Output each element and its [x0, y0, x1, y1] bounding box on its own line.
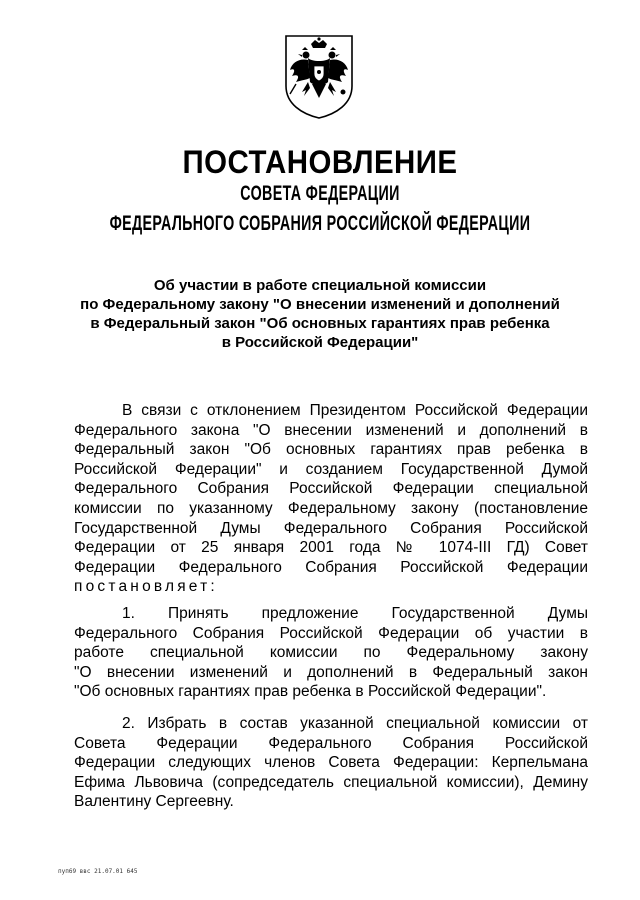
- text-line: комиссии по указанному Федеральному закону (постановление: [74, 499, 588, 517]
- text-line: Федерального закона "О внесении изменений и дополнений в: [74, 421, 588, 439]
- preamble-paragraph: [74, 401, 588, 597]
- text-line: 1. Принять предложение Государственной Думы: [122, 605, 588, 622]
- text-line: Совета Федерации Федерального Собрания Российской: [74, 734, 588, 752]
- text-line: работе специальной комиссии по Федеральному закону: [74, 644, 588, 662]
- subject-line: в Федеральный закон "Об основных гарантиях прав ребенка: [90, 315, 550, 332]
- item-1-paragraph: [74, 604, 588, 702]
- document-footer-code: пуп69 ввс 21.07.01 645: [58, 868, 138, 875]
- text-line: Федеральный закон "Об основных гарантиях прав ребенка в: [74, 441, 588, 459]
- text-line: "О внесении изменений и дополнений в Федеральный закон: [74, 663, 588, 681]
- text-line: Ефима Львовича (сопредседатель специальной комиссии), Демину: [74, 773, 588, 791]
- text-line: "Об основных гарантиях прав ребенка в Российской Федерации".: [74, 683, 547, 701]
- coat-of-arms-icon: [280, 32, 358, 120]
- issuer-line-1: СОВЕТА ФЕДЕРАЦИИ: [240, 182, 400, 205]
- text-line: Федерального Собрания Российской Федерации об участии в: [74, 624, 588, 642]
- subject-line: Об участии в работе специальной комиссии: [153, 277, 487, 294]
- document-subject: [60, 276, 580, 352]
- subject-line: по Федеральному закону "О внесении изменений и дополнений: [80, 296, 560, 313]
- resolves-word: постановляет:: [74, 578, 218, 596]
- text-line: Валентину Сергеевну.: [74, 793, 234, 811]
- text-line: Федерации следующих членов Совета Федерации: Керпельмана: [74, 754, 588, 772]
- text-line: Федерации от 25 января 2001 года № 1074-III ГД) Совет: [74, 539, 588, 557]
- issuer-line-2: ФЕДЕРАЛЬНОГО СОБРАНИЯ РОССИЙСКОЙ ФЕДЕРАЦИИ: [109, 212, 531, 235]
- subject-line: в Российской Федерации": [221, 334, 419, 351]
- text-line: Государственной Думы Федерального Собрания Российской: [74, 519, 588, 537]
- item-2-paragraph: [74, 714, 588, 812]
- text-line: В связи с отклонением Президентом Российской Федерации: [122, 402, 588, 419]
- text-line: Федерального Собрания Российской Федерации специальной: [74, 480, 588, 498]
- text-line: 2. Избрать в состав указанной специальной комиссии от: [122, 715, 588, 732]
- text-line: Российской Федерации" и созданием Государственной Думой: [74, 460, 588, 478]
- document-title: ПОСТАНОВЛЕНИЕ: [182, 144, 458, 180]
- text-line: Федерации Федерального Собрания Российской Федерации: [74, 558, 588, 576]
